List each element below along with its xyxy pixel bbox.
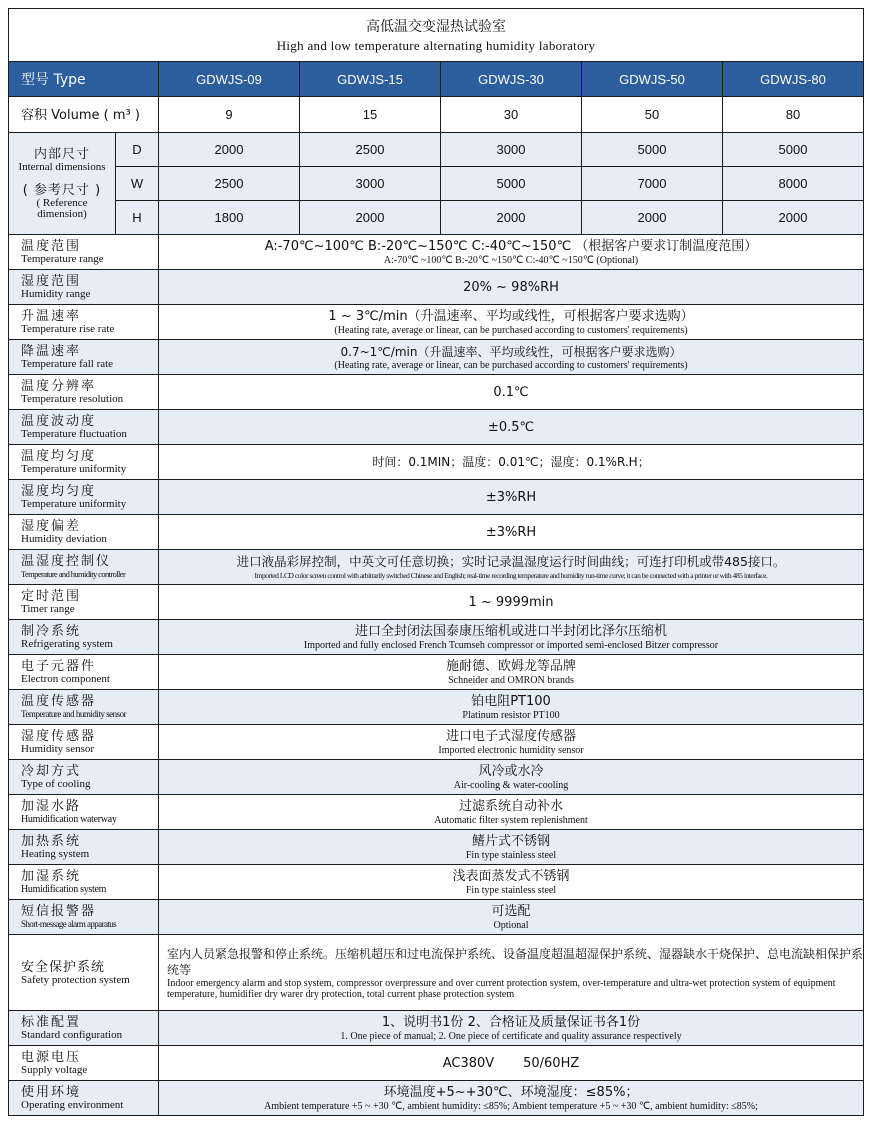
spec-label: 湿度传感器 Humidity sensor <box>9 725 159 760</box>
spec-row <box>9 830 864 865</box>
volume-value: 9 <box>159 97 300 133</box>
spec-row <box>9 865 864 900</box>
spec-label: 定时范围 Timer range <box>9 585 159 620</box>
safety-value: 室内人员紧急报警和停止系统。压缩机超压和过电流保护系统、设备温度超温超湿保护系统、湿器缺水干烧保护、总电流缺相保护系统等 Indoor emergency alarm and stop system, compressor overpressure and over current protection system, over-temperature and ultra-wet protection system of equipment temperature, humidifier dry warer dry protection, total current phase protection system <box>159 935 864 1011</box>
dim-value: 3000 <box>441 133 582 167</box>
spec-value: ±3%RH <box>159 515 864 550</box>
spec-label: 温度均匀度 Temperature uniformity <box>9 445 159 480</box>
spec-label: 升温速率 Temperature rise rate <box>9 305 159 340</box>
spec-sheet <box>8 8 863 1116</box>
spec-value: 1 ~ 3℃/min（升温速率、平均或线性，可根据客户要求选购） (Heating rate, average or linear, can be purchased according to customers' requirements) <box>159 305 864 340</box>
dim-value: 1800 <box>159 201 300 235</box>
spec-row <box>9 340 864 375</box>
spec-value: 浅表面蒸发式不锈钢 Fin type stainless steel <box>159 865 864 900</box>
spec-row <box>9 270 864 305</box>
volume-value: 80 <box>723 97 864 133</box>
dim-value: 5000 <box>582 133 723 167</box>
spec-value: 施耐德、欧姆龙等品牌 Schneider and OMRON brands <box>159 655 864 690</box>
header-row <box>9 62 864 97</box>
safety-row <box>9 935 864 1011</box>
spec-row <box>9 410 864 445</box>
spec-label: 温度分辨率 Temperature resolution <box>9 375 159 410</box>
spec-label: 短信报警器 Short-message alarm apparatus <box>9 900 159 935</box>
safety-label: 安全保护系统 Safety protection system <box>9 935 159 1011</box>
volume-value: 50 <box>582 97 723 133</box>
spec-row <box>9 550 864 585</box>
dim-row-w <box>9 167 864 201</box>
tail-value: 1、说明书1份 2、合格证及质量保证书各1份 1. One piece of manual; 2. One piece of certificate and quality assurance respectively <box>159 1011 864 1046</box>
volume-value: 30 <box>441 97 582 133</box>
spec-value: 过滤系统自动补水 Automatic filter system replenishment <box>159 795 864 830</box>
spec-value: A:-70℃~100℃ B:-20℃~150℃ C:-40℃~150℃ （根据客户要求订制温度范围） A:-70℃ ~100℃ B:-20℃ ~150℃ C:-40℃ ~150℃ (Optional) <box>159 235 864 270</box>
spec-label: 降温速率 Temperature fall rate <box>9 340 159 375</box>
dim-value: 2500 <box>300 133 441 167</box>
spec-row <box>9 375 864 410</box>
tail-row <box>9 1046 864 1081</box>
spec-value: ±0.5℃ <box>159 410 864 445</box>
dim-row-h <box>9 201 864 235</box>
spec-value: 0.1℃ <box>159 375 864 410</box>
dimensions-label: 内部尺寸 Internal dimensions ( 参考尺寸 ) ( Reference dimension) <box>9 133 116 235</box>
spec-label: 温湿度控制仪 Temperature and humidity controller <box>9 550 159 585</box>
spec-row <box>9 795 864 830</box>
dim-value: 5000 <box>441 167 582 201</box>
spec-value: 时间：0.1MIN；温度：0.01℃；湿度：0.1%R.H； <box>159 445 864 480</box>
spec-value: 0.7~1℃/min（升温速率、平均或线性，可根据客户要求选购） (Heating rate, average or linear, can be purchased according to customers' requirements) <box>159 340 864 375</box>
spec-row <box>9 445 864 480</box>
spec-label: 湿度范围 Humidity range <box>9 270 159 305</box>
spec-label: 温度范围 Temperature range <box>9 235 159 270</box>
spec-value: 进口全封闭法国泰康压缩机或进口半封闭比泽尔压缩机 Imported and fully enclosed French Tcumseh compressor or imported semi-enclosed Bitzer compressor <box>159 620 864 655</box>
header-label: 型号 Type <box>9 62 159 97</box>
spec-value: ±3%RH <box>159 480 864 515</box>
dim-value: 2000 <box>159 133 300 167</box>
spec-label: 制冷系统 Refrigerating system <box>9 620 159 655</box>
dim-value: 7000 <box>582 167 723 201</box>
tail-value: AC380V 50/60HZ <box>159 1046 864 1081</box>
spec-row <box>9 235 864 270</box>
spec-value: 鳍片式不锈钢 Fin type stainless steel <box>159 830 864 865</box>
dim-value: 2000 <box>582 201 723 235</box>
spec-label: 加热系统 Heating system <box>9 830 159 865</box>
model-4: GDWJS-50 <box>582 62 723 97</box>
title-row <box>9 9 864 62</box>
dim-value: 2500 <box>159 167 300 201</box>
model-1: GDWJS-09 <box>159 62 300 97</box>
axis-d: D <box>116 133 159 167</box>
spec-row <box>9 900 864 935</box>
title-en: High and low temperature alternating humidity laboratory <box>276 38 596 53</box>
spec-row <box>9 515 864 550</box>
spec-row <box>9 585 864 620</box>
spec-label: 湿度均匀度 Temperature uniformity <box>9 480 159 515</box>
spec-label: 电子元器件 Electron component <box>9 655 159 690</box>
spec-row <box>9 690 864 725</box>
axis-w: W <box>116 167 159 201</box>
spec-value: 进口液晶彩屏控制，中英文可任意切换；实时记录温湿度运行时间曲线；可连打印机或带485接口。 Imported LCD color screen control with arbitrarily switched Chinese and English; real-time recording temperature and humidity run-time curve; it can be connected with a printer or with 485 interface. <box>159 550 864 585</box>
volume-label: 容积 Volume ( m³ ) <box>9 97 159 133</box>
spec-value: 20% ~ 98%RH <box>159 270 864 305</box>
tail-value: 环境温度+5~+30℃、环境湿度：≤85%； Ambient temperature +5 ~ +30 ℃, ambient humidity: ≤85%; Ambient temperature +5 ~ +30 ℃, ambient humidity: ≤85%; <box>159 1081 864 1116</box>
spec-row <box>9 760 864 795</box>
spec-label: 加湿水路 Humidification waterway <box>9 795 159 830</box>
tail-row <box>9 1081 864 1116</box>
spec-row <box>9 655 864 690</box>
tail-label: 电源电压 Supply voltage <box>9 1046 159 1081</box>
spec-value: 1 ~ 9999min <box>159 585 864 620</box>
spec-row <box>9 620 864 655</box>
spec-value: 可选配 Optional <box>159 900 864 935</box>
volume-value: 15 <box>300 97 441 133</box>
title-zh: 高低温交变湿热试验室 <box>366 19 506 35</box>
model-3: GDWJS-30 <box>441 62 582 97</box>
dim-value: 3000 <box>300 167 441 201</box>
title-cell <box>9 9 864 62</box>
tail-label: 标准配置 Standard configuration <box>9 1011 159 1046</box>
spec-label: 冷却方式 Type of cooling <box>9 760 159 795</box>
model-2: GDWJS-15 <box>300 62 441 97</box>
dim-value: 8000 <box>723 167 864 201</box>
spec-label: 温度波动度 Temperature fluctuation <box>9 410 159 445</box>
axis-h: H <box>116 201 159 235</box>
spec-table <box>8 8 864 1116</box>
tail-row <box>9 1011 864 1046</box>
dim-value: 5000 <box>723 133 864 167</box>
spec-value: 进口电子式湿度传感器 Imported electronic humidity sensor <box>159 725 864 760</box>
model-5: GDWJS-80 <box>723 62 864 97</box>
dim-value: 2000 <box>723 201 864 235</box>
dim-row-d <box>9 133 864 167</box>
spec-value: 风冷或水冷 Air-cooling & water-cooling <box>159 760 864 795</box>
spec-label: 湿度偏差 Humidity deviation <box>9 515 159 550</box>
dim-value: 2000 <box>300 201 441 235</box>
spec-label: 加湿系统 Humidification system <box>9 865 159 900</box>
spec-row <box>9 305 864 340</box>
spec-value: 铂电阻PT100 Platinum resistor PT100 <box>159 690 864 725</box>
dim-value: 2000 <box>441 201 582 235</box>
spec-label: 温度传感器 Temperature and humidity sensor <box>9 690 159 725</box>
spec-row <box>9 480 864 515</box>
volume-row <box>9 97 864 133</box>
spec-row <box>9 725 864 760</box>
tail-label: 使用环境 Operating environment <box>9 1081 159 1116</box>
